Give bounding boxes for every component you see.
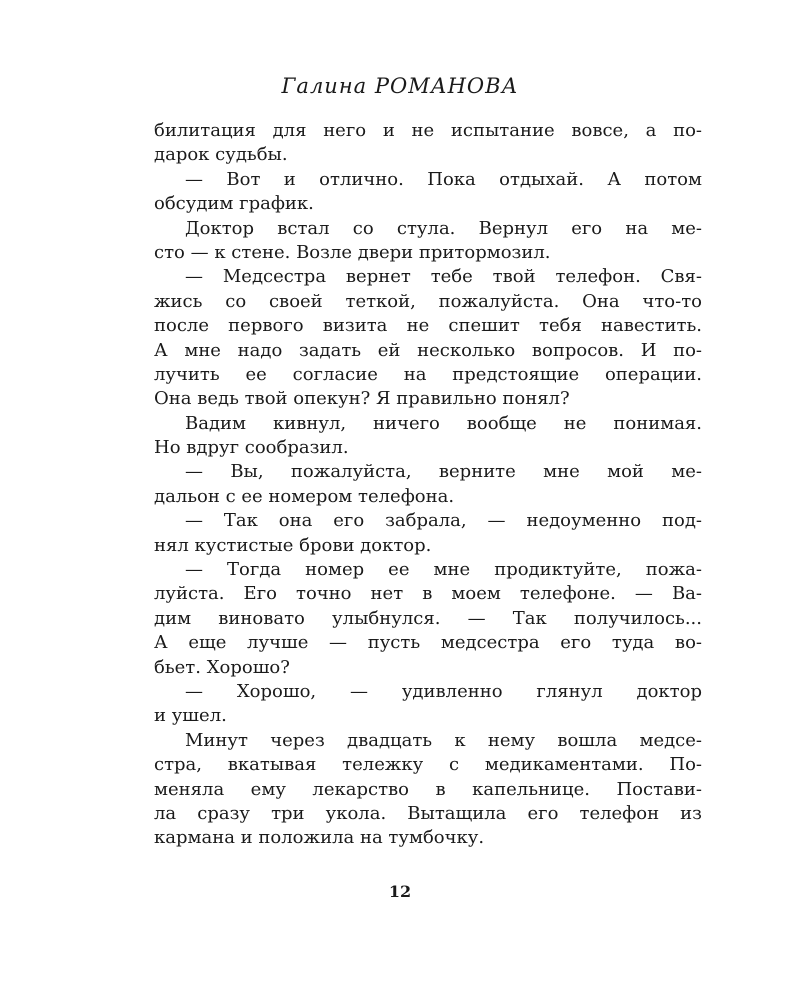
text-line: Минут через двадцать к нему вошла медсе- (185, 729, 702, 751)
text-line: — Вот и отлично. Пока отдыхай. А потом (185, 168, 702, 190)
text-line: Она ведь твой опекун? Я правильно понял? (154, 388, 570, 410)
text-line: А мне надо задать ей несколько вопросов. И по- (154, 339, 702, 361)
text-line: Но вдруг сообразил. (154, 437, 349, 459)
text-line: после первого визита не спешит тебя навестить. (154, 315, 702, 337)
text-line: — Медсестра вернет тебе твой телефон. Свя- (185, 266, 702, 288)
text-line: дальон с ее номером телефона. (154, 485, 455, 507)
text-line: билитация для него и не испытание вовсе, а по- (154, 120, 702, 141)
text-line: бьет. Хорошо? (154, 656, 290, 678)
text-line: дарок судьбы. (154, 144, 288, 166)
text-line: меняла ему лекарство в капельнице. Постави- (154, 778, 702, 800)
text-line: жись со своей теткой, пожалуйста. Она что-то (154, 290, 702, 312)
running-head: Галина РОМАНОВА (281, 74, 519, 98)
text-line: нял кустистые брови доктор. (154, 534, 432, 556)
text-line: — Хорошо, — удивленно глянул доктор (185, 680, 702, 702)
text-line: — Вы, пожалуйста, верните мне мой ме- (185, 461, 702, 483)
text-line: сто — к стене. Возле двери притормозил. (154, 241, 551, 263)
text-line: — Так она его забрала, — недоуменно под- (185, 510, 702, 532)
text-line: лучить ее согласие на предстоящие операции. (154, 363, 702, 385)
text-line: обсудим график. (154, 193, 314, 215)
text-line: ла сразу три укола. Вытащила его телефон из (154, 802, 702, 824)
text-line: луйста. Его точно нет в моем телефоне. — Ва- (154, 583, 702, 605)
text-line: дим виновато улыбнулся. — Так получилось... (154, 607, 702, 629)
page-number: 12 (388, 882, 412, 901)
text-line: кармана и положила на тумбочку. (154, 827, 485, 849)
text-line: — Тогда номер ее мне продиктуйте, пожа- (185, 559, 702, 581)
text-line: А еще лучше — пусть медсестра его туда во- (154, 632, 702, 654)
text-line: и ушел. (154, 705, 227, 727)
body-text (154, 119, 702, 851)
text-line: стра, вкатывая тележку с медикаментами. По- (154, 754, 702, 776)
text-line: Доктор встал со стула. Вернул его на ме- (185, 217, 702, 239)
text-line: Вадим кивнул, ничего вообще не понимая. (185, 412, 702, 434)
